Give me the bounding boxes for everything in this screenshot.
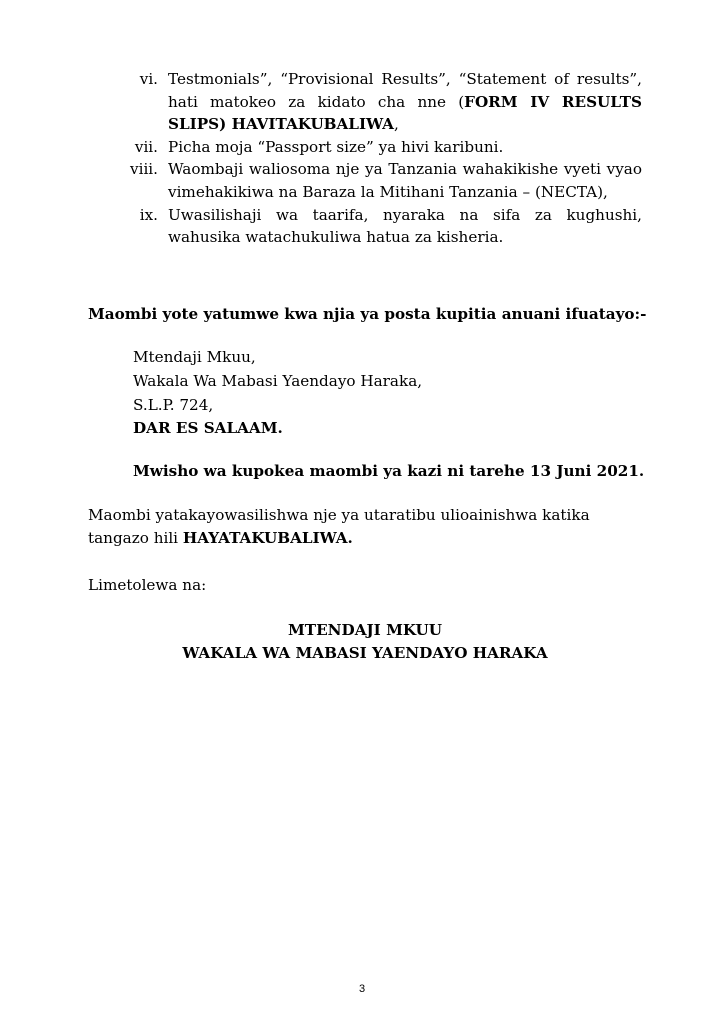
list-item-number: viii. [130, 160, 158, 179]
signatory-agency: WAKALA WA MABASI YAENDAYO HARAKA [182, 644, 548, 662]
form-iv-warning: FORM IV RESULTS SLIPS) HAVITAKUBALIWA [168, 92, 642, 134]
requirements-list [0, 68, 724, 249]
list-item-text: Uwasilishaji wa taarifa, nyaraka na sifa za kughushi, wahusika watachukuliwa hatua za kisheria. [168, 205, 642, 247]
list-item-number: vi. [139, 70, 158, 88]
address-line: S.L.P. 724, [133, 396, 214, 414]
list-item [0, 68, 724, 136]
address-city: DAR ES SALAAM. [133, 419, 283, 437]
list-item-text: Picha moja “Passport size” ya hivi karibuni. [168, 137, 504, 156]
list-item [0, 158, 724, 203]
page-number: 3 [358, 983, 366, 995]
address-intro: Maombi yote yatumwe kwa njia ya posta kupitia anuani ifuatayo:- [88, 305, 647, 323]
address-line: Mtendaji Mkuu, [133, 348, 256, 366]
list-item-text: Testmonials”, “Provisional Results”, “Statement of results”, hati matokeo za kidato cha nne (FORM IV RESULTS SLIPS) HAVITAKUBALIWA, [168, 70, 642, 134]
signatory-title: MTENDAJI MKUU [287, 621, 443, 639]
list-item-text: Waombaji waliosoma nje ya Tanzania wahakikishe vyeti vyao vimehakikiwa na Baraza la Mitihani Tanzania – (NECTA), [168, 160, 642, 201]
list-item-number: ix. [139, 205, 158, 224]
list-item [0, 136, 724, 159]
address-line: Wakala Wa Mabasi Yaendayo Haraka, [133, 372, 423, 390]
issued-by-label: Limetolewa na: [88, 576, 207, 594]
deadline-notice: Mwisho wa kupokea maombi ya kazi ni tarehe 13 Juni 2021. [133, 462, 645, 480]
list-item-number: vii. [134, 137, 158, 156]
rejection-notice: Maombi yatakayowasilishwa nje ya utaratibu ulioainishwa katika tangazo hili HAYATAKUBALIWA. [88, 506, 590, 547]
list-item [0, 204, 724, 249]
